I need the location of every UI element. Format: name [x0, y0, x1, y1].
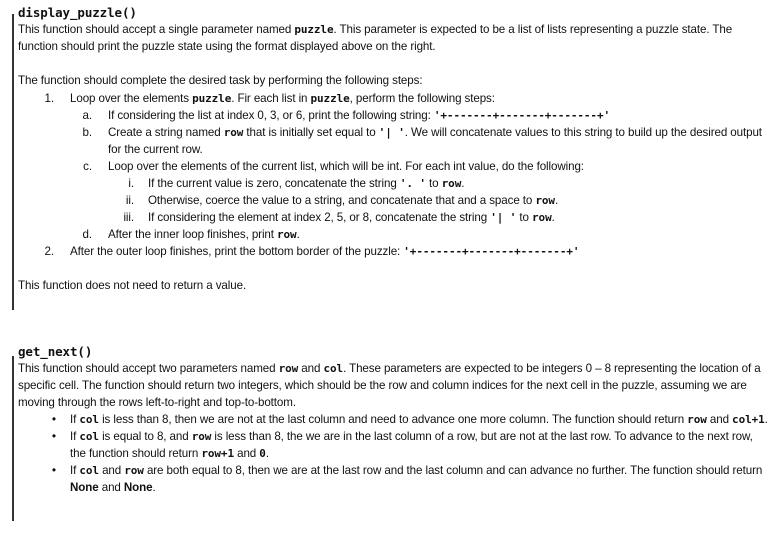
display-puzzle-heading: display_puzzle() — [18, 5, 137, 20]
code-token: '| ' — [378, 126, 405, 139]
code-token: row — [535, 194, 555, 207]
get-next-description: This function should accept two parameters named row and col. These parameters are expected to be integers 0 – 8 representing the location of a specific cell. The function should return two integers, which should be the row and column indices for the next cell in the puzzle, assuming we are moving through the rows left-to-right and top-to-bottom. — [18, 362, 761, 409]
list-item-text: Loop over the elements puzzle. Fir each list in puzzle, perform the following steps: — [70, 92, 495, 105]
list-item-text: If col and row are both equal to 8, then we are at the last row and the last column and can advance no further. The function should return None and None. — [70, 464, 763, 494]
step-item — [18, 90, 770, 107]
code-token: col — [79, 430, 99, 443]
code-token: puzzle — [310, 92, 350, 105]
display-puzzle-closing: This function does not need to return a value. — [18, 279, 247, 292]
get-next-heading: get_next() — [18, 344, 93, 359]
display-puzzle-description: This function should accept a single parameter named puzzle. This parameter is expected to be a list of lists representing a puzzle state. The function should print the puzzle state using the format displayed above on the right. — [18, 23, 733, 53]
list-item-text: If considering the list at index 0, 3, or 6, print the following string: '+-------+-------+-------+' — [108, 109, 610, 122]
code-token: col+1 — [732, 413, 765, 426]
step-item — [18, 192, 770, 209]
bullet-item — [18, 411, 770, 428]
bullet-item — [18, 462, 770, 496]
code-token: row — [124, 464, 144, 477]
step-item — [18, 209, 770, 226]
code-token: row — [441, 177, 462, 190]
code-token: puzzle — [294, 23, 334, 36]
section-left-border — [12, 356, 14, 521]
list-marker: ii. — [125, 194, 134, 207]
get-next-section — [12, 343, 770, 523]
list-item-text: Create a string named row that is initially set equal to '| '. We will concatenate values to this string to build up the desired output for the current row. — [108, 126, 762, 156]
step-item — [18, 124, 770, 158]
steps-intro: The function should complete the desired task by performing the following steps: — [18, 74, 423, 87]
display-puzzle-section — [12, 4, 770, 310]
list-item-text: After the inner loop finishes, print row. — [108, 228, 300, 241]
bold-token: None — [70, 481, 99, 494]
list-item-text: If the current value is zero, concatenate the string '. ' to row. — [148, 177, 465, 190]
code-token: col — [323, 362, 344, 375]
list-marker: d. — [82, 228, 92, 241]
list-marker: b. — [82, 126, 92, 139]
code-token: '. ' — [399, 177, 426, 190]
list-marker: i. — [128, 177, 134, 190]
step-item — [18, 175, 770, 192]
list-item-text: After the outer loop finishes, print the bottom border of the puzzle: '+-------+-------+-------+' — [70, 245, 580, 258]
list-item-text: Loop over the elements of the current list, which will be int. For each int value, do the following: — [108, 160, 584, 173]
list-marker: • — [51, 429, 56, 443]
step-item — [18, 243, 770, 260]
code-token: '+-------+-------+-------+' — [433, 109, 610, 122]
bullet-list — [18, 411, 770, 496]
code-token: row — [223, 126, 244, 139]
code-token: row+1 — [201, 447, 234, 460]
steps-list — [18, 90, 770, 260]
code-token: 0 — [259, 447, 266, 460]
list-marker: iii. — [123, 211, 134, 224]
bold-token: None — [123, 481, 153, 494]
code-token: col — [79, 413, 99, 426]
code-token: '| ' — [490, 211, 517, 224]
code-token: row — [532, 211, 552, 224]
section-left-border — [12, 14, 14, 310]
list-marker: 1. — [44, 92, 54, 105]
code-token: '+-------+-------+-------+' — [403, 245, 580, 258]
step-item — [18, 226, 770, 243]
list-marker: • — [51, 463, 56, 477]
code-token: puzzle — [192, 92, 232, 105]
bullet-item — [18, 428, 770, 462]
step-item — [18, 107, 770, 124]
code-token: row — [191, 430, 212, 443]
step-item — [18, 158, 770, 175]
list-item-text: If col is equal to 8, and row is less than 8, the we are in the last column of a row, but are not at the last row. To advance to the next row, the function should return row+1 and 0. — [70, 430, 753, 460]
code-token: row — [277, 228, 297, 241]
list-marker: a. — [82, 109, 92, 122]
list-item-text: If considering the element at index 2, 5, or 8, concatenate the string '| ' to row. — [148, 211, 555, 224]
code-token: row — [687, 413, 707, 426]
list-marker: 2. — [44, 245, 54, 258]
list-marker: • — [51, 412, 56, 426]
code-token: col — [79, 464, 99, 477]
list-item-text: If col is less than 8, then we are not at the last column and need to advance one more column. The function should return row and col+1. — [70, 413, 768, 426]
list-item-text: Otherwise, coerce the value to a string, and concatenate that and a space to row. — [148, 194, 559, 207]
list-marker: c. — [83, 160, 92, 173]
code-token: row — [278, 362, 299, 375]
